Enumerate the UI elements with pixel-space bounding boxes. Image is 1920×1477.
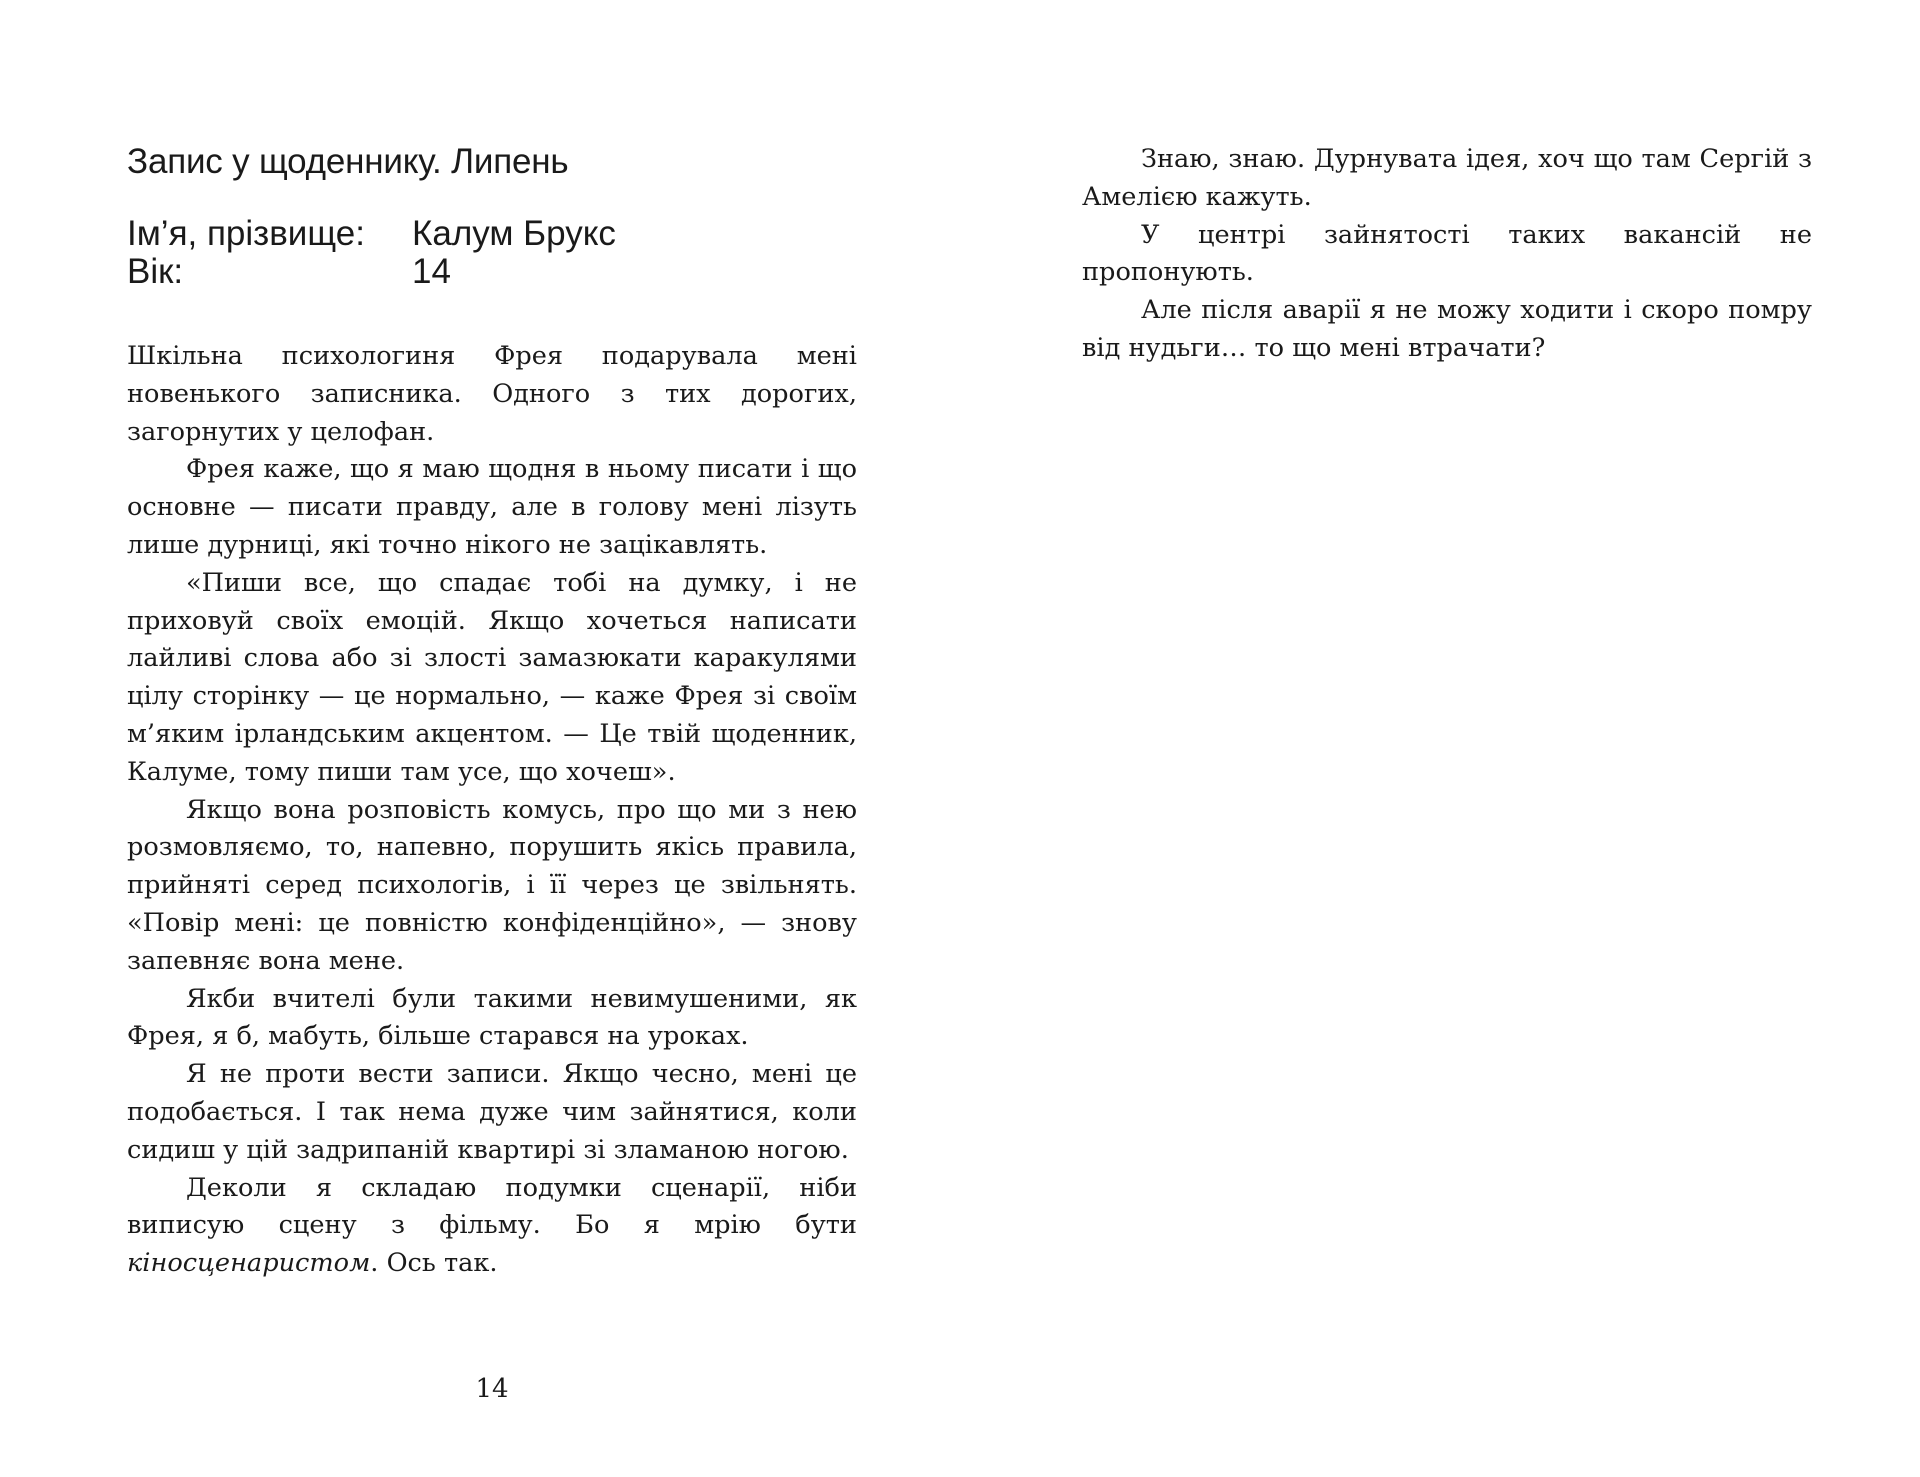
entry-title: Запис у щоденнику. Липень — [127, 142, 569, 181]
paragraph: Якщо вона розповість комусь, про що ми з нею розмовляємо, то, напевно, порушить якісь правила, прийняті серед психологів, і її через це звільнять. «Повір мені: це повністю конфіденційно», — знову запевняє вона мене. — [127, 794, 857, 976]
left-page — [127, 0, 857, 1477]
paragraph: Я не проти вести записи. Якщо чесно, мені це подобається. І так нема дуже чим зайнятися, коли сидиш у цій задрипаній квартирі зі зламаною ногою. — [127, 1059, 857, 1165]
age-label: Вік: — [127, 252, 184, 291]
paragraph: Шкільна психологиня Фрея подарувала мені новенького записника. Одного з тих дорогих, загорнутих у целофан. — [127, 341, 857, 447]
emphasis-text: кіносценаристом — [127, 1248, 371, 1279]
paragraph: Але після аварії я не можу ходити і скоро помру від нудьги… то що мені втрачати? — [1082, 295, 1812, 363]
paragraph: У центрі зайнятості таких вакансій не пропонують. — [1082, 219, 1812, 288]
right-body-text — [1082, 141, 1812, 368]
name-label: Ім’я, прізвище: — [127, 214, 365, 253]
age-row — [127, 253, 616, 291]
paragraph: Знаю, знаю. Дурнувата ідея, хоч що там Сергій з Амелією кажуть. — [1082, 144, 1812, 212]
age-value: 14 — [412, 252, 451, 291]
right-page — [1082, 0, 1812, 1477]
page-number: 14 — [475, 1374, 509, 1404]
name-row — [127, 215, 616, 253]
paragraph: «Пиши все, що спадає тобі на думку, і не приховуй своїх емоцій. Якщо хочеться написати лайливі слова або зі злості замазюкати каракулями цілу сторінку — це нормально, — каже Фрея зі своїм м’яким ірландським акцентом. — Це твій щоденник, Калуме, тому пиши там усе, що хочеш». — [127, 567, 857, 787]
paragraph-text: Деколи я складаю подумки сценарії, ніби виписую сцену з фільму. Бо я мрію бути — [127, 1172, 857, 1241]
paragraph-text: . Ось так. — [370, 1248, 498, 1279]
entry-meta — [127, 215, 616, 291]
paragraph: Якби вчителі були такими невимушеними, як Фрея, я б, мабуть, більше старався на уроках. — [127, 983, 857, 1052]
left-body-text — [127, 338, 857, 1283]
paragraph: Фрея каже, що я маю щодня в ньому писати і що основне — писати правду, але в голову мені лізуть лише дурниці, які точно нікого не зацікавлять. — [127, 454, 857, 560]
name-value: Калум Брукс — [412, 214, 616, 253]
paragraph — [127, 1170, 857, 1283]
